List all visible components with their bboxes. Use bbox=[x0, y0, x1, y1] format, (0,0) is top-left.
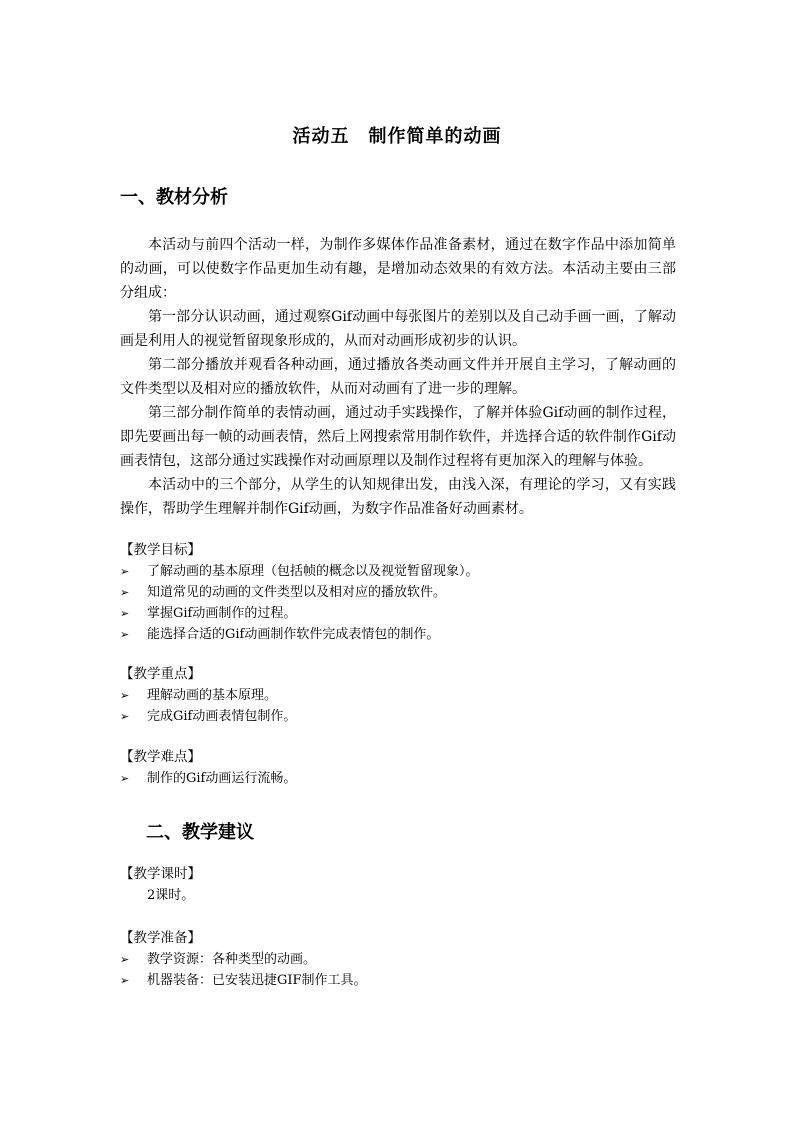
arrow-bullet-icon: ➢ bbox=[120, 628, 130, 641]
goals-list bbox=[120, 561, 676, 645]
prep-list bbox=[120, 949, 676, 991]
list-item bbox=[120, 624, 676, 645]
teaching-difficulty bbox=[120, 746, 676, 789]
list-item bbox=[120, 561, 676, 582]
arrow-bullet-icon: ➢ bbox=[120, 607, 130, 620]
difficulty-list bbox=[120, 768, 676, 789]
list-item bbox=[120, 603, 676, 624]
paragraph: 本活动与前四个活动一样，为制作多媒体作品准备素材，通过在数字作品中添加简单的动画，可以使数字作品更加生动有趣，是增加动态效果的有效方法。本活动主要由三部分组成： bbox=[120, 237, 676, 301]
list-item bbox=[120, 768, 676, 789]
analysis-body bbox=[120, 233, 676, 521]
list-item-text: 制作的Gif动画运行流畅。 bbox=[147, 771, 297, 786]
section-heading-analysis: 一、教材分析 bbox=[120, 187, 228, 208]
teaching-focus bbox=[120, 663, 676, 727]
arrow-bullet-icon: ➢ bbox=[120, 710, 130, 723]
list-item-text: 完成Gif动画表情包制作。 bbox=[147, 709, 297, 724]
hours-text: 2课时。 bbox=[147, 888, 195, 903]
list-item-text: 机器装备：已安装迅捷GIF制作工具。 bbox=[147, 973, 367, 988]
paragraph: 第二部分播放并观看各种动画，通过播放各类动画文件并开展自主学习，了解动画的文件类型以及相对应的播放软件，从而对动画有了进一步的理解。 bbox=[120, 357, 676, 397]
arrow-bullet-icon: ➢ bbox=[120, 953, 130, 966]
arrow-bullet-icon: ➢ bbox=[120, 974, 130, 987]
section-heading-suggestions: 二、教学建议 bbox=[146, 822, 254, 843]
arrow-bullet-icon: ➢ bbox=[120, 565, 130, 578]
list-item bbox=[120, 970, 676, 991]
list-item-text: 了解动画的基本原理（包括帧的概念以及视觉暂留现象）。 bbox=[147, 564, 479, 579]
teaching-goals bbox=[120, 539, 676, 645]
paragraph: 本活动中的三个部分，从学生的认知规律出发，由浅入深，有理论的学习，又有实践操作，帮助学生理解并制作Gif动画，为数字作品准备好动画素材。 bbox=[120, 477, 676, 517]
list-item bbox=[120, 949, 676, 970]
block-heading: 【教学难点】 bbox=[120, 749, 201, 765]
list-item bbox=[120, 706, 676, 727]
list-item-text: 掌握Gif动画制作的过程。 bbox=[147, 606, 297, 621]
block-heading: 【教学准备】 bbox=[120, 930, 201, 946]
teaching-preparation bbox=[120, 927, 676, 991]
block-heading: 【教学目标】 bbox=[120, 542, 201, 558]
arrow-bullet-icon: ➢ bbox=[120, 689, 130, 702]
paragraph: 第三部分制作简单的表情动画，通过动手实践操作，了解并体验Gif动画的制作过程，即先要画出每一帧的动画表情，然后上网搜索常用制作软件，并选择合适的软件制作Gif动画表情包，这部分通过实践操作对动画原理以及制作过程将有更加深入的理解与体验。 bbox=[120, 405, 676, 469]
paragraph: 第一部分认识动画，通过观察Gif动画中每张图片的差别以及自己动手画一画，了解动画是利用人的视觉暂留现象形成的，从而对动画形成初步的认识。 bbox=[120, 309, 676, 349]
arrow-bullet-icon: ➢ bbox=[120, 586, 130, 599]
document-title: 活动五 制作简单的动画 bbox=[292, 126, 502, 147]
list-item bbox=[120, 685, 676, 706]
arrow-bullet-icon: ➢ bbox=[120, 772, 130, 785]
list-item-text: 教学资源：各种类型的动画。 bbox=[147, 952, 317, 967]
focus-list bbox=[120, 685, 676, 727]
list-item bbox=[120, 582, 676, 603]
list-item-text: 能选择合适的Gif动画制作软件完成表情包的制作。 bbox=[147, 627, 440, 642]
block-heading: 【教学重点】 bbox=[120, 666, 201, 682]
block-heading: 【教学课时】 bbox=[120, 866, 201, 882]
list-item-text: 理解动画的基本原理。 bbox=[147, 688, 278, 703]
teaching-hours bbox=[120, 863, 676, 907]
list-item-text: 知道常见的动画的文件类型以及相对应的播放软件。 bbox=[147, 585, 447, 600]
